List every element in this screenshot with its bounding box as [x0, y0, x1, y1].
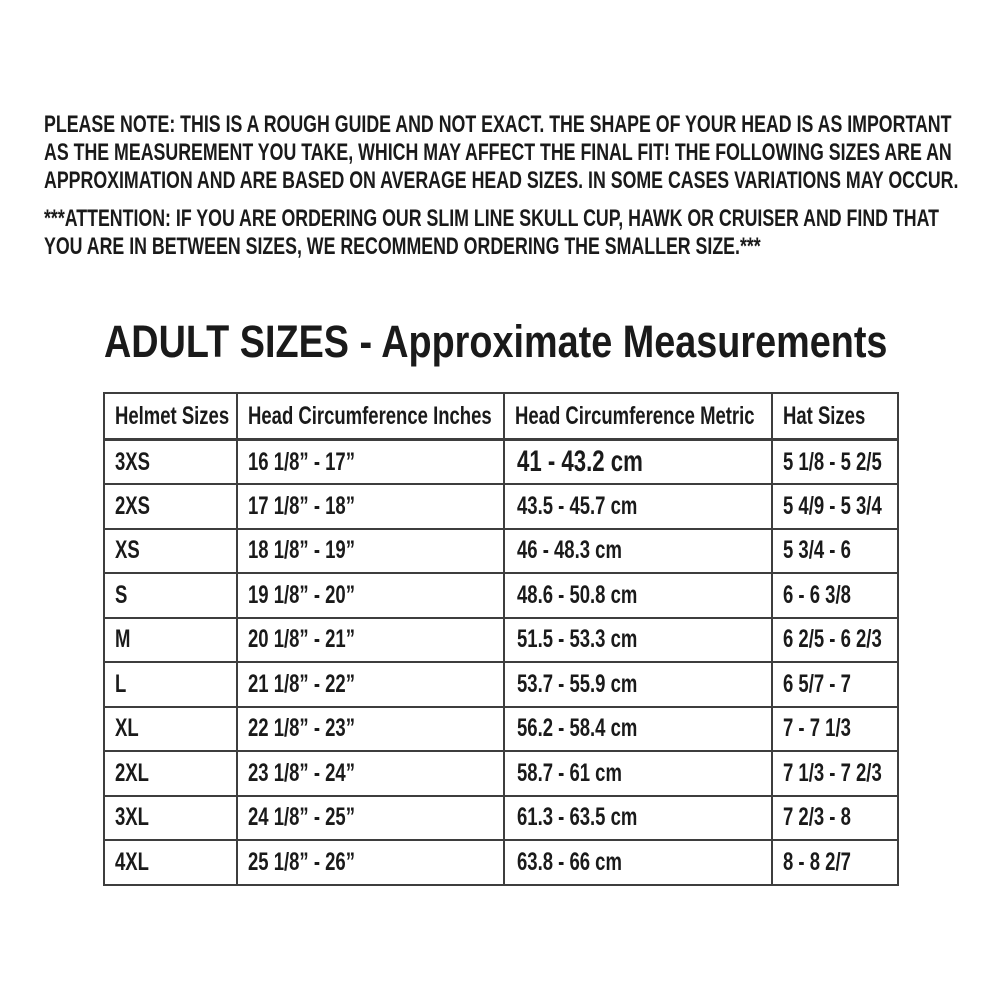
cell-hat-size [772, 440, 898, 485]
cell-helmet-size-value: S [115, 580, 128, 609]
cell-hat-size [772, 707, 898, 752]
cell-inches-value: 24 1/8” - 25” [248, 803, 355, 832]
cell-helmet-size-value: 3XL [115, 803, 149, 832]
size-table-body [104, 440, 898, 885]
col-header-inches: Head Circumference Inches [237, 393, 504, 440]
cell-hat-size [772, 662, 898, 707]
note-line-1: PLEASE NOTE: THIS IS A ROUGH GUIDE AND NOT EXACT. THE SHAPE OF YOUR HEAD IS AS IMPORTANT [44, 111, 952, 138]
cell-helmet-size-value: M [115, 625, 131, 654]
cell-helmet-size-value: XS [115, 536, 140, 565]
cell-metric-value: 48.6 - 50.8 cm [517, 580, 638, 609]
cell-metric-value: 58.7 - 61 cm [517, 758, 622, 787]
col-header-hat-sizes: Hat Sizes [772, 393, 898, 440]
cell-inches [237, 573, 504, 618]
cell-inches [237, 751, 504, 796]
cell-inches-value: 18 1/8” - 19” [248, 536, 355, 565]
cell-inches [237, 796, 504, 841]
cell-metric-value: 53.7 - 55.9 cm [517, 669, 638, 698]
size-table [103, 392, 899, 886]
cell-helmet-size-value: 4XL [115, 847, 149, 876]
cell-inches-value: 21 1/8” - 22” [248, 669, 355, 698]
cell-helmet-size-value: 2XS [115, 491, 150, 520]
table-row [104, 618, 898, 663]
attention-line-1: ***ATTENTION: IF YOU ARE ORDERING OUR SLIM LINE SKULL CUP, HAWK OR CRUISER AND FIND THAT [44, 205, 939, 232]
cell-metric [504, 662, 772, 707]
cell-helmet-size [104, 484, 237, 529]
cell-metric-value: 41 - 43.2 cm [517, 445, 643, 478]
cell-hat-size-value: 7 1/3 - 7 2/3 [783, 758, 882, 787]
cell-hat-size [772, 840, 898, 885]
cell-inches [237, 484, 504, 529]
cell-helmet-size [104, 440, 237, 485]
cell-helmet-size-value: L [115, 669, 127, 698]
cell-inches-value: 17 1/8” - 18” [248, 491, 355, 520]
cell-hat-size [772, 618, 898, 663]
cell-metric [504, 618, 772, 663]
table-row [104, 796, 898, 841]
cell-inches [237, 662, 504, 707]
cell-hat-size-value: 6 5/7 - 7 [783, 669, 851, 698]
size-table-header [104, 393, 898, 440]
cell-inches-value: 22 1/8” - 23” [248, 714, 355, 743]
cell-metric [504, 529, 772, 574]
note-paragraph [44, 111, 1000, 195]
cell-hat-size [772, 796, 898, 841]
cell-metric-value: 43.5 - 45.7 cm [517, 491, 638, 520]
attention-line-2: YOU ARE IN BETWEEN SIZES, WE RECOMMEND ORDERING THE SMALLER SIZE.*** [44, 233, 761, 260]
attention-paragraph [44, 205, 1000, 261]
cell-inches-value: 23 1/8” - 24” [248, 758, 355, 787]
col-header-helmet-sizes: Helmet Sizes [104, 393, 237, 440]
page-title: ADULT SIZES - Approximate Measurements [104, 316, 888, 367]
cell-metric [504, 440, 772, 485]
cell-metric [504, 751, 772, 796]
note-line-2: AS THE MEASUREMENT YOU TAKE, WHICH MAY AFFECT THE FINAL FIT! THE FOLLOWING SIZES ARE AN [44, 139, 952, 166]
table-row [104, 440, 898, 485]
cell-inches-value: 20 1/8” - 21” [248, 625, 355, 654]
cell-helmet-size [104, 529, 237, 574]
cell-hat-size [772, 484, 898, 529]
cell-hat-size-value: 6 2/5 - 6 2/3 [783, 625, 882, 654]
cell-inches-value: 19 1/8” - 20” [248, 580, 355, 609]
cell-helmet-size [104, 751, 237, 796]
table-row [104, 573, 898, 618]
cell-hat-size-value: 7 2/3 - 8 [783, 803, 851, 832]
cell-helmet-size-value: XL [115, 714, 139, 743]
cell-metric [504, 707, 772, 752]
cell-hat-size-value: 8 - 8 2/7 [783, 847, 851, 876]
table-row [104, 707, 898, 752]
cell-metric-value: 61.3 - 63.5 cm [517, 803, 638, 832]
table-row [104, 484, 898, 529]
cell-helmet-size [104, 662, 237, 707]
table-row [104, 662, 898, 707]
cell-helmet-size [104, 618, 237, 663]
cell-helmet-size-value: 2XL [115, 758, 149, 787]
cell-metric [504, 484, 772, 529]
cell-inches [237, 440, 504, 485]
cell-inches-value: 16 1/8” - 17” [248, 447, 355, 476]
table-row [104, 840, 898, 885]
cell-inches [237, 840, 504, 885]
cell-hat-size [772, 529, 898, 574]
cell-metric-value: 51.5 - 53.3 cm [517, 625, 638, 654]
cell-hat-size-value: 5 3/4 - 6 [783, 536, 851, 565]
cell-hat-size-value: 7 - 7 1/3 [783, 714, 851, 743]
cell-inches [237, 618, 504, 663]
cell-hat-size-value: 6 - 6 3/8 [783, 580, 851, 609]
table-row [104, 529, 898, 574]
col-header-metric: Head Circumference Metric [504, 393, 772, 440]
cell-helmet-size [104, 840, 237, 885]
cell-metric [504, 796, 772, 841]
cell-hat-size-value: 5 4/9 - 5 3/4 [783, 491, 882, 520]
cell-helmet-size [104, 796, 237, 841]
note-line-3: APPROXIMATION AND ARE BASED ON AVERAGE HEAD SIZES. IN SOME CASES VARIATIONS MAY OCCUR. [44, 167, 959, 194]
cell-metric-value: 56.2 - 58.4 cm [517, 714, 638, 743]
header-row [104, 393, 898, 440]
table-row [104, 751, 898, 796]
cell-inches-value: 25 1/8” - 26” [248, 847, 355, 876]
cell-metric [504, 573, 772, 618]
cell-inches [237, 529, 504, 574]
cell-helmet-size [104, 573, 237, 618]
cell-metric-value: 46 - 48.3 cm [517, 536, 622, 565]
cell-helmet-size [104, 707, 237, 752]
cell-helmet-size-value: 3XS [115, 447, 150, 476]
cell-metric-value: 63.8 - 66 cm [517, 847, 622, 876]
cell-inches [237, 707, 504, 752]
cell-hat-size [772, 751, 898, 796]
cell-hat-size-value: 5 1/8 - 5 2/5 [783, 447, 882, 476]
cell-metric [504, 840, 772, 885]
cell-hat-size [772, 573, 898, 618]
